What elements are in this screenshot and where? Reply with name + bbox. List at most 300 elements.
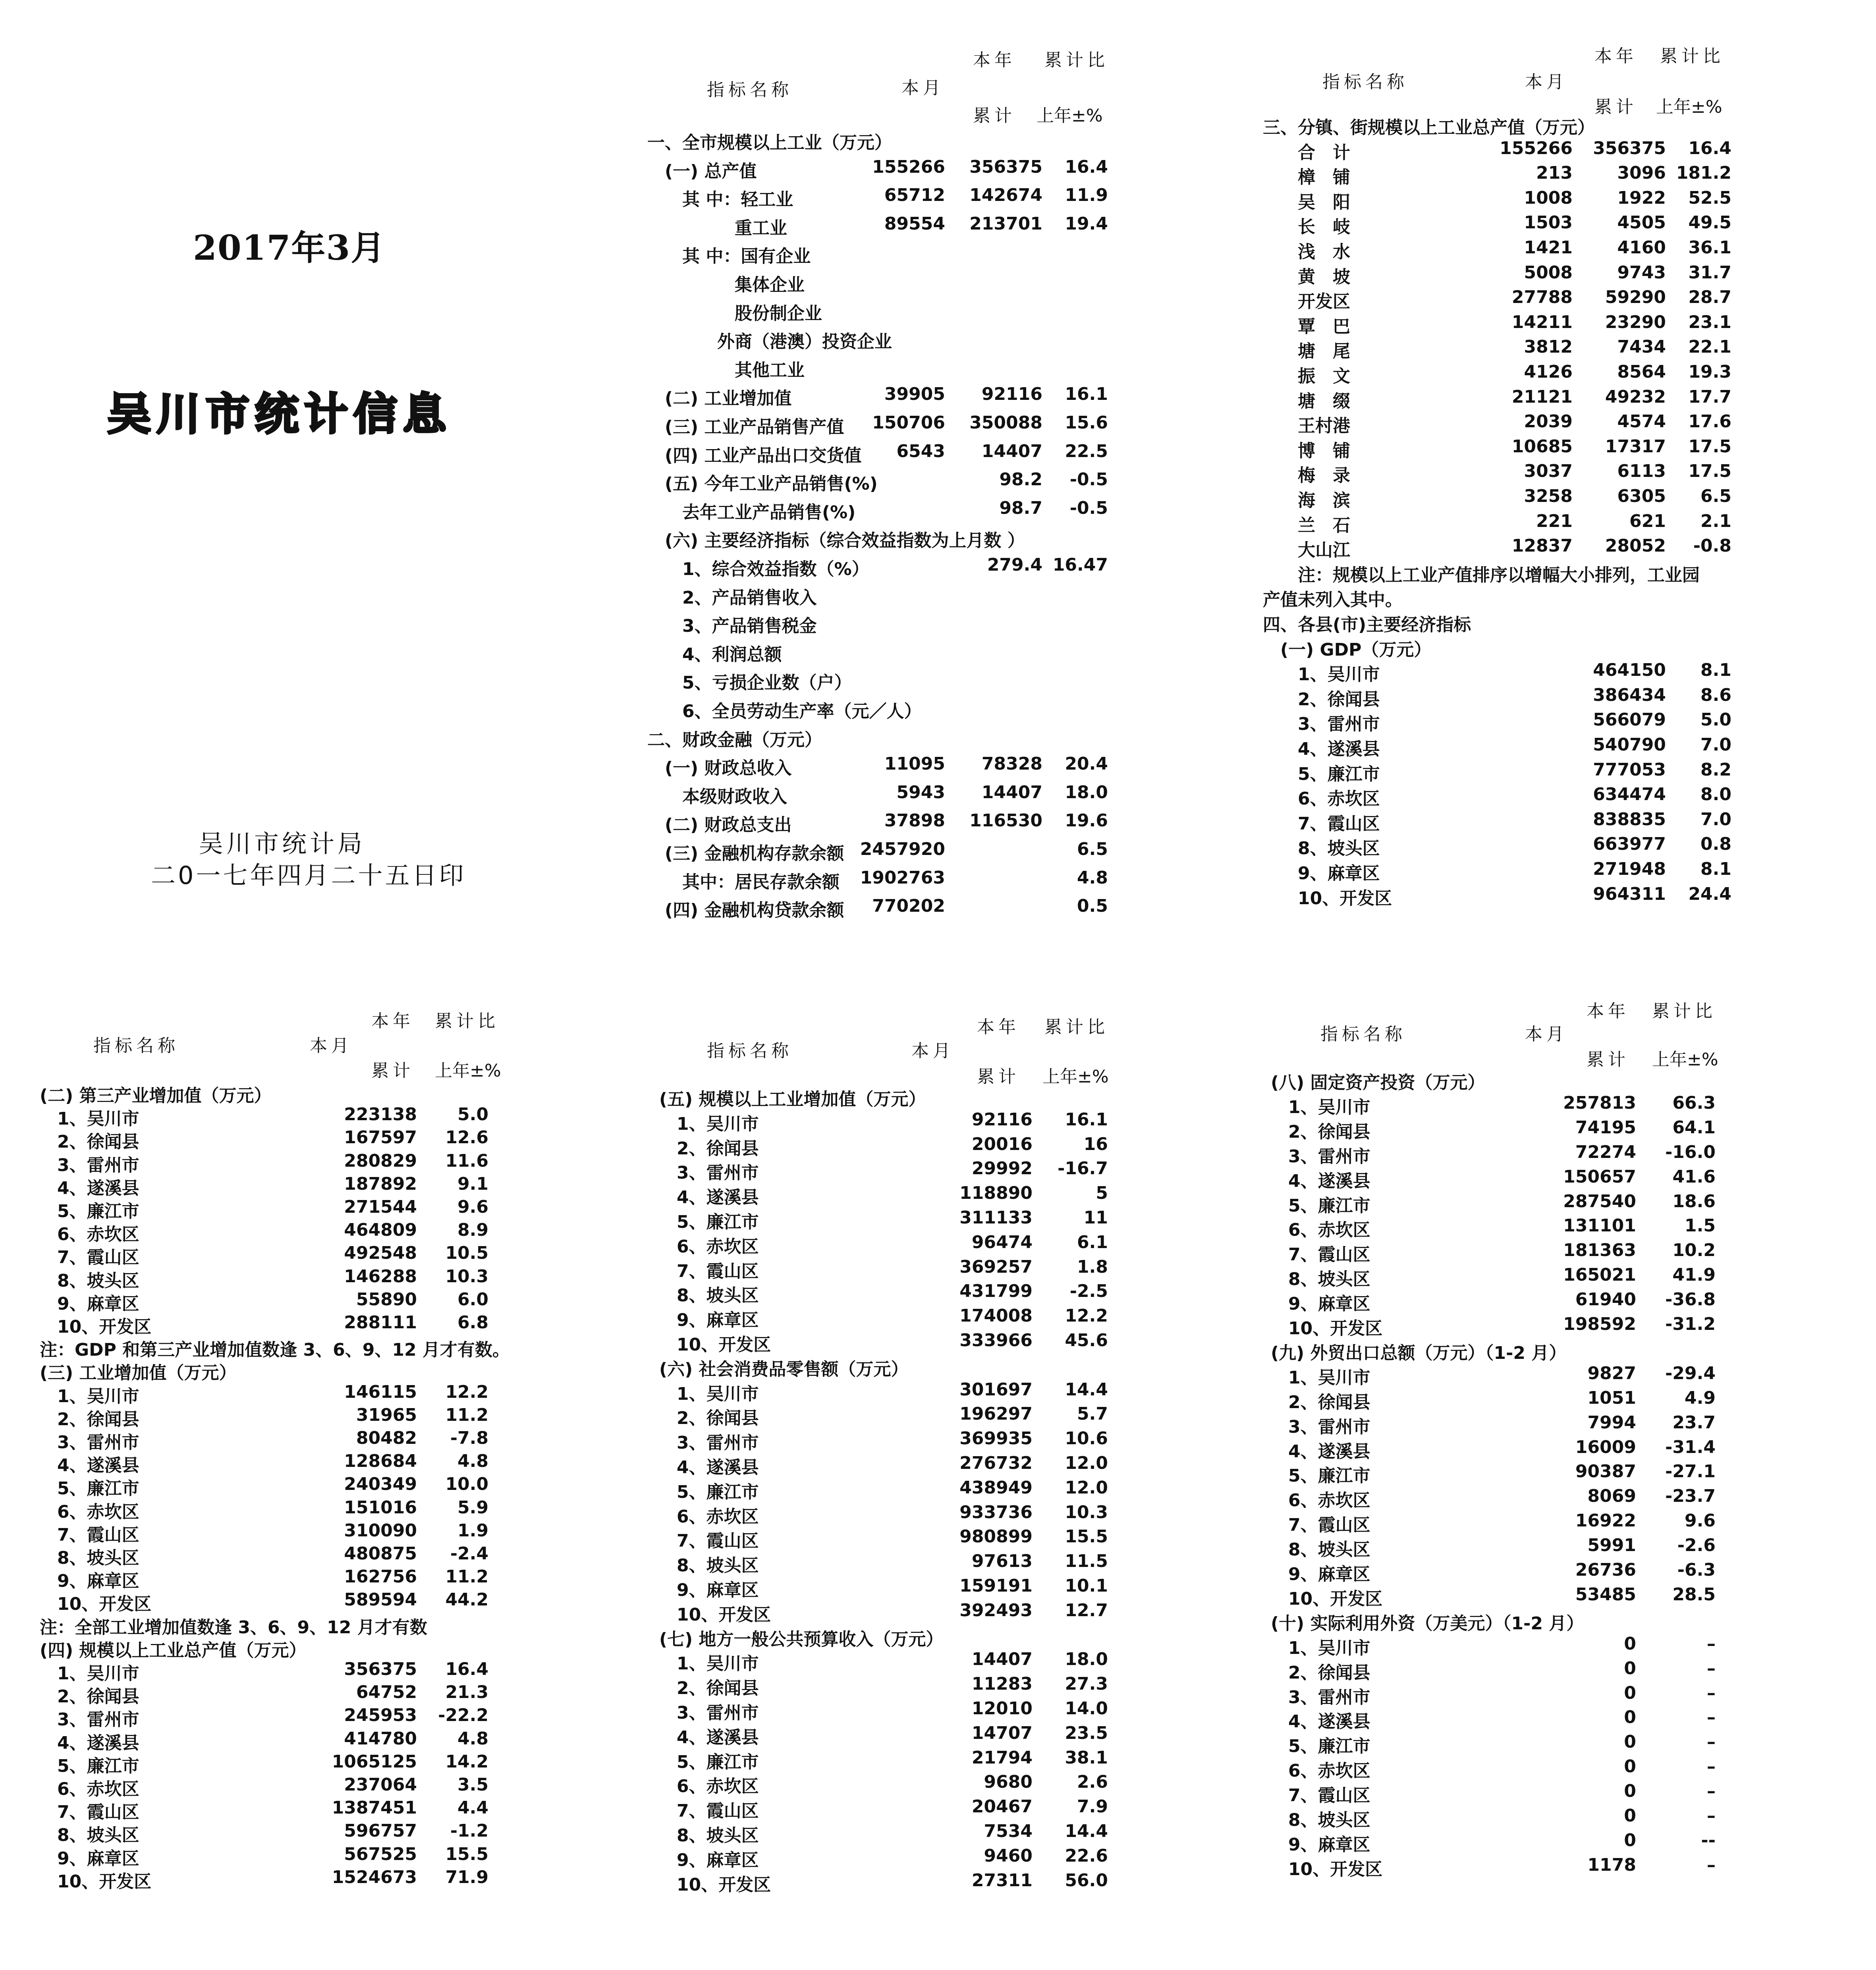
yoy-percent: 3.5 [457,1775,488,1795]
row-label: 兰 石 [1263,515,1350,536]
cumulative-value: 0 [1624,1756,1636,1777]
cumulative-value: 240349 [344,1474,417,1495]
table-row [1271,1634,1787,1657]
yoy-percent: 8.2 [1700,759,1731,780]
row-label: 7、霞山区 [659,1531,759,1551]
row-label: 4、遂溪县 [1263,739,1380,759]
header-year: 本年 [1594,46,1637,66]
cumulative-value: 621 [1629,511,1666,531]
yoy-percent: 18.0 [1065,1649,1108,1670]
yoy-percent: 5 [1096,1183,1108,1204]
table-row [659,1748,1148,1771]
yoy-percent: -22.2 [438,1705,488,1726]
table-row [659,1232,1148,1256]
table-row [647,185,1136,209]
row-label: 4、遂溪县 [659,1727,759,1748]
row-label: 其他工业 [647,360,805,380]
row-label: 注：GDP 和第三产业增加值数逢 3、6、9、12 月才有数。 [40,1340,510,1360]
cumulative-value: 0 [1624,1633,1636,1654]
row-label: 重工业 [647,218,787,238]
row-label: 合 计 [1263,142,1350,163]
table-row [647,555,1136,579]
cumulative-value: 78328 [981,754,1042,774]
row-label: 3、雷州市 [1271,1416,1370,1437]
month-value: 213 [1536,163,1573,183]
yoy-percent: 27.3 [1065,1674,1108,1694]
table-row [647,498,1136,522]
cumulative-value: 167597 [344,1127,417,1148]
month-value: 3812 [1524,337,1573,357]
yoy-percent: 52.5 [1688,187,1731,208]
table-row [1263,685,1787,709]
cumulative-value: 20016 [971,1134,1033,1154]
row-label: 6、赤坎区 [40,1779,139,1799]
table-row [1263,387,1787,411]
row-label: 10、开发区 [1271,1588,1383,1609]
cumulative-value: 213701 [969,213,1042,234]
cumulative-value: 146288 [344,1266,417,1287]
month-value: 12837 [1511,536,1573,556]
cumulative-value: 128684 [344,1451,417,1472]
table-row [647,526,1136,550]
yoy-percent: -2.5 [1069,1281,1108,1302]
yoy-percent: 5.7 [1077,1404,1108,1424]
table-row [659,1870,1148,1894]
panel-county-indicators-c [1271,993,1787,1886]
yoy-percent: -0.5 [1069,498,1108,518]
row-label: 3、雷州市 [40,1155,139,1175]
table-row [659,1674,1148,1698]
month-value: 10685 [1511,436,1573,457]
table-row [40,1104,548,1128]
table-row [659,1625,1148,1649]
header-cum: 累计 [371,1061,414,1081]
row-label: 6、赤坎区 [659,1236,759,1257]
month-value: 5943 [896,782,945,803]
table-row [659,1821,1148,1845]
row-label: 8、坡头区 [40,1548,139,1568]
row-label: 8、坡头区 [1263,838,1380,859]
yoy-percent: 9.6 [457,1197,488,1217]
yoy-percent: 49.5 [1688,212,1731,233]
yoy-percent: 38.1 [1065,1747,1108,1768]
row-label: 3、雷州市 [1263,714,1380,735]
yoy-percent: 11 [1083,1208,1108,1228]
month-value: 1421 [1524,237,1573,258]
cumulative-value: 92116 [971,1109,1033,1130]
table-row [1263,536,1787,560]
row-label: 8、坡头区 [1271,1540,1370,1560]
yoy-percent: 12.2 [445,1382,488,1402]
table-row [40,1844,548,1868]
row-label: 3、雷州市 [659,1163,759,1183]
yoy-percent: 1.9 [457,1520,488,1541]
row-label: 6、赤坎区 [40,1224,139,1245]
cumulative-value: 414780 [344,1728,417,1749]
cumulative-value: 14407 [981,782,1042,803]
cumulative-value: 14407 [971,1649,1033,1670]
table-row [659,1306,1148,1329]
table-row [1263,237,1787,261]
yoy-percent: – [1707,1633,1716,1654]
cumulative-value: 16922 [1575,1511,1636,1531]
row-label: 10、开发区 [1263,888,1392,909]
cumulative-value: 271544 [344,1197,417,1217]
yoy-percent: 16.4 [1688,138,1731,158]
table-row [647,441,1136,465]
table-row [647,782,1136,806]
table-row [1271,1707,1787,1731]
table-row [659,1551,1148,1575]
row-label: 5、廉江市 [1263,764,1380,784]
cumulative-value: 9680 [984,1772,1033,1792]
row-label: (四) 工业产品出口交货值 [647,445,862,466]
table-row [659,1526,1148,1550]
cumulative-value: 4574 [1617,411,1666,432]
table-row [1271,1191,1787,1215]
table-row [647,640,1136,664]
cumulative-value: 280829 [344,1150,417,1171]
table-row [40,1590,548,1613]
table-row [659,1355,1148,1379]
table-row [1263,287,1787,311]
row-label: 覃 巴 [1263,316,1350,337]
cumulative-value: 4160 [1617,237,1666,258]
yoy-percent: 14.4 [1065,1379,1108,1400]
table-row [1271,1830,1787,1854]
row-label: 7、霞山区 [40,1247,139,1268]
table-row [647,868,1136,891]
table-row [647,896,1136,920]
cumulative-value: 980899 [959,1526,1033,1547]
cumulative-value: 118890 [959,1183,1033,1204]
yoy-percent: 17.6 [1688,411,1731,432]
table-row [1263,113,1787,137]
yoy-percent: 36.1 [1688,237,1731,258]
row-label: 10、开发区 [659,1874,771,1895]
table-header [40,1007,548,1086]
table-row [1263,212,1787,236]
row-label: 1、吴川市 [40,1663,139,1684]
row-label: 注：规模以上工业产值排序以增幅大小排列，工业园 [1263,565,1700,585]
yoy-percent: 24.4 [1688,884,1731,904]
yoy-percent: 9.6 [1685,1511,1716,1531]
header-prev: 上年±% [1036,106,1103,126]
row-label: 7、霞山区 [659,1801,759,1821]
yoy-percent: 22.1 [1688,337,1731,357]
row-label: (四) 金融机构贷款余额 [647,900,844,921]
yoy-percent: – [1707,1683,1716,1703]
header-year: 本年 [973,50,1016,70]
yoy-percent: 4.9 [1685,1387,1716,1408]
cumulative-value: 1524673 [332,1867,417,1887]
month-value: 221 [1536,511,1573,531]
row-label: (九) 外贸出口总额（万元）（1-2 月） [1271,1343,1567,1363]
row-label: 2、徐闻县 [659,1408,759,1429]
yoy-percent: 16 [1083,1134,1108,1154]
row-label: 5、廉江市 [659,1212,759,1232]
cumulative-value: 16009 [1575,1437,1636,1457]
cumulative-value: 11283 [971,1674,1033,1694]
yoy-percent: 8.6 [1700,685,1731,705]
cumulative-value: 74195 [1575,1117,1636,1138]
cumulative-value: 0 [1624,1806,1636,1826]
cumulative-value: 196297 [959,1404,1033,1424]
cumulative-value: 492548 [344,1243,417,1264]
yoy-percent: 16.1 [1065,384,1108,405]
table-row [659,1257,1148,1281]
cumulative-value: 142674 [969,185,1042,206]
table-row [40,1127,548,1151]
header-prev: 上年±% [1042,1067,1109,1087]
row-label: 7、霞山区 [1271,1515,1370,1536]
table-row [1271,1265,1787,1289]
table-row [647,612,1136,635]
row-label: 2、徐闻县 [659,1138,759,1159]
yoy-percent: 10.5 [445,1243,488,1264]
yoy-percent: -- [1701,1830,1716,1850]
cumulative-value: 53485 [1575,1584,1636,1605]
month-value: 2457920 [860,839,945,859]
table-row [40,1081,548,1105]
table-row [40,1497,548,1521]
cumulative-value: 12010 [971,1698,1033,1719]
row-label: 9、麻章区 [1271,1564,1370,1584]
cumulative-value: 150657 [1563,1166,1636,1187]
yoy-percent: -6.3 [1677,1560,1716,1580]
table-row [1263,411,1787,435]
row-label: 8、坡头区 [659,1825,759,1846]
table-row [1271,1412,1787,1436]
cumulative-value: 7434 [1617,337,1666,357]
row-label: 4、遂溪县 [40,1455,139,1476]
table-row [647,157,1136,181]
yoy-percent: 18.6 [1672,1191,1716,1212]
cumulative-value: 1051 [1587,1387,1636,1408]
table-row [1263,660,1787,684]
table-header [1271,993,1787,1072]
table-row [40,1289,548,1313]
row-label: 5、廉江市 [1271,1736,1370,1757]
table-row [1271,1216,1787,1239]
table-row [647,214,1136,237]
cumulative-value: 21794 [971,1747,1033,1768]
yoy-percent: 66.3 [1672,1092,1716,1113]
row-label: 9、麻章区 [1271,1834,1370,1855]
row-label: (三) 工业产品销售产值 [647,417,844,437]
yoy-percent: -0.5 [1069,469,1108,490]
yoy-percent: 19.4 [1065,213,1108,234]
cumulative-value: 146115 [344,1382,417,1402]
yoy-percent: 7.9 [1077,1796,1108,1817]
cumulative-value: 392493 [959,1600,1033,1621]
row-label: 股份制企业 [647,303,822,324]
row-label: 6、赤坎区 [1263,789,1380,809]
cumulative-value: 386434 [1593,685,1666,705]
cumulative-value: 311133 [959,1208,1033,1228]
cumulative-value: 9827 [1587,1363,1636,1383]
cover-date: 2017年3月 [193,228,386,268]
table-row [659,1208,1148,1231]
table-row [1271,1486,1787,1510]
table-row [659,1380,1148,1403]
cumulative-value: 7994 [1587,1412,1636,1433]
cumulative-value: 6113 [1617,461,1666,482]
table-row [40,1752,548,1775]
cumulative-value: 61940 [1575,1289,1636,1310]
yoy-percent: 14.4 [1065,1821,1108,1841]
cumulative-value: 98.2 [999,469,1042,490]
cumulative-value: 369257 [959,1256,1033,1277]
cumulative-value: 5991 [1587,1535,1636,1556]
table-row [1271,1781,1787,1805]
yoy-percent: 19.6 [1065,810,1108,831]
table-row [1263,188,1787,212]
cumulative-value: 4505 [1617,212,1666,233]
table-row [647,128,1136,152]
yoy-percent: -16.7 [1058,1158,1108,1179]
table-row [40,1682,548,1706]
row-label: (二) 财政总支出 [647,815,792,835]
cumulative-value: 333966 [959,1330,1033,1351]
table-row [1271,1560,1787,1584]
header-ratio: 累计比 [1660,46,1724,66]
cumulative-value: 9460 [984,1845,1033,1866]
yoy-percent: 5.0 [457,1104,488,1125]
cumulative-value: 23290 [1605,312,1666,332]
cover-title: 吴川市统计信息 [107,389,452,440]
table-row [1271,1855,1787,1879]
cumulative-value: 350088 [969,413,1042,433]
yoy-percent: 15.6 [1065,413,1108,433]
row-label: 2、徐闻县 [1271,1121,1370,1142]
row-label: (八) 固定资产投资（万元） [1271,1073,1485,1093]
table-row [659,1453,1148,1477]
row-label: 5、廉江市 [659,1752,759,1772]
table-row [647,413,1136,436]
cumulative-value: 165021 [1563,1265,1636,1285]
yoy-percent: 21.3 [445,1682,488,1703]
row-label: 5、廉江市 [40,1756,139,1776]
yoy-percent: 71.9 [445,1867,488,1887]
table-row [1271,1609,1787,1633]
yoy-percent: 10.1 [1065,1576,1108,1596]
header-cum: 累计 [977,1067,1020,1087]
table-row [40,1798,548,1821]
yoy-percent: 4.8 [457,1728,488,1749]
row-label: 6、赤坎区 [1271,1220,1370,1241]
cumulative-value: 27311 [971,1870,1033,1891]
cumulative-value: 1065125 [332,1751,417,1772]
row-label: 7、霞山区 [40,1802,139,1823]
month-value: 4126 [1524,362,1573,382]
table-row [1271,1535,1787,1559]
cumulative-value: 116530 [969,810,1042,831]
cumulative-value: 26736 [1575,1560,1636,1580]
row-label: 4、遂溪县 [1271,1711,1370,1732]
table-row [659,1772,1148,1796]
table-row [647,270,1136,294]
row-label: (十) 实际利用外资（万美元）（1-2 月） [1271,1613,1584,1634]
table-row [1271,1363,1787,1387]
cumulative-value: 8564 [1617,362,1666,382]
cumulative-value: 80482 [356,1428,417,1448]
cumulative-value: 14707 [971,1723,1033,1743]
row-label: 塘 尾 [1263,341,1350,362]
yoy-percent: 11.9 [1065,185,1108,206]
yoy-percent: – [1707,1658,1716,1679]
table-row [659,1085,1148,1109]
cumulative-value: 438949 [959,1477,1033,1498]
cumulative-value: 64752 [356,1682,417,1703]
table-row [40,1775,548,1798]
cumulative-value: 55890 [356,1289,417,1310]
table-row [659,1109,1148,1133]
header-ratio: 累计比 [1652,1001,1716,1021]
table-row [40,1358,548,1382]
yoy-percent: 2.6 [1077,1772,1108,1792]
cumulative-value: 20467 [971,1796,1033,1817]
cumulative-value: 0 [1624,1658,1636,1679]
row-label: 1、吴川市 [40,1386,139,1407]
row-label: 5、廉江市 [40,1478,139,1499]
row-label: 9、麻章区 [659,1850,759,1870]
table-row [1263,163,1787,187]
row-label: 其 中：国有企业 [647,246,811,267]
yoy-percent: -27.1 [1665,1461,1716,1482]
row-label: 振 文 [1263,366,1350,386]
header-year: 本年 [371,1011,414,1031]
panel-county-indicators-a [40,1007,548,1900]
table-row [40,1220,548,1244]
yoy-percent: 41.6 [1672,1166,1716,1187]
table-row [40,1405,548,1429]
table-row [647,469,1136,493]
table-row [1263,138,1787,162]
yoy-percent: – [1707,1781,1716,1802]
yoy-percent: 10.2 [1672,1240,1716,1261]
table-row [40,1243,548,1267]
table-row [647,242,1136,266]
header-year: 本年 [1586,1001,1629,1021]
row-label: 8、坡头区 [1271,1269,1370,1290]
cumulative-value: 276732 [959,1453,1033,1473]
cumulative-value: 464150 [1593,660,1666,681]
row-label: 樟 铺 [1263,167,1350,188]
table-row [659,1600,1148,1624]
table-row [647,697,1136,721]
row-label: 10、开发区 [40,1594,152,1615]
table-row [1271,1314,1787,1338]
header-ratio: 累计比 [1044,50,1109,70]
row-label: 5、亏损企业数（户） [647,673,852,693]
cumulative-value: 97613 [971,1551,1033,1572]
table-row [1271,1142,1787,1166]
yoy-percent: 44.2 [445,1590,488,1610]
cumulative-value: 566079 [1593,710,1666,730]
row-label: 5、廉江市 [659,1482,759,1502]
table-row [1263,760,1787,783]
yoy-percent: – [1707,1806,1716,1826]
yoy-percent: 10.0 [445,1474,488,1495]
row-label: 3、雷州市 [1271,1146,1370,1167]
month-value: 150706 [872,413,945,433]
table-row [1263,461,1787,485]
table-row [40,1821,548,1845]
row-label: 6、赤坎区 [40,1501,139,1522]
cumulative-value: 287540 [1563,1191,1636,1212]
cumulative-value: 98.7 [999,498,1042,518]
